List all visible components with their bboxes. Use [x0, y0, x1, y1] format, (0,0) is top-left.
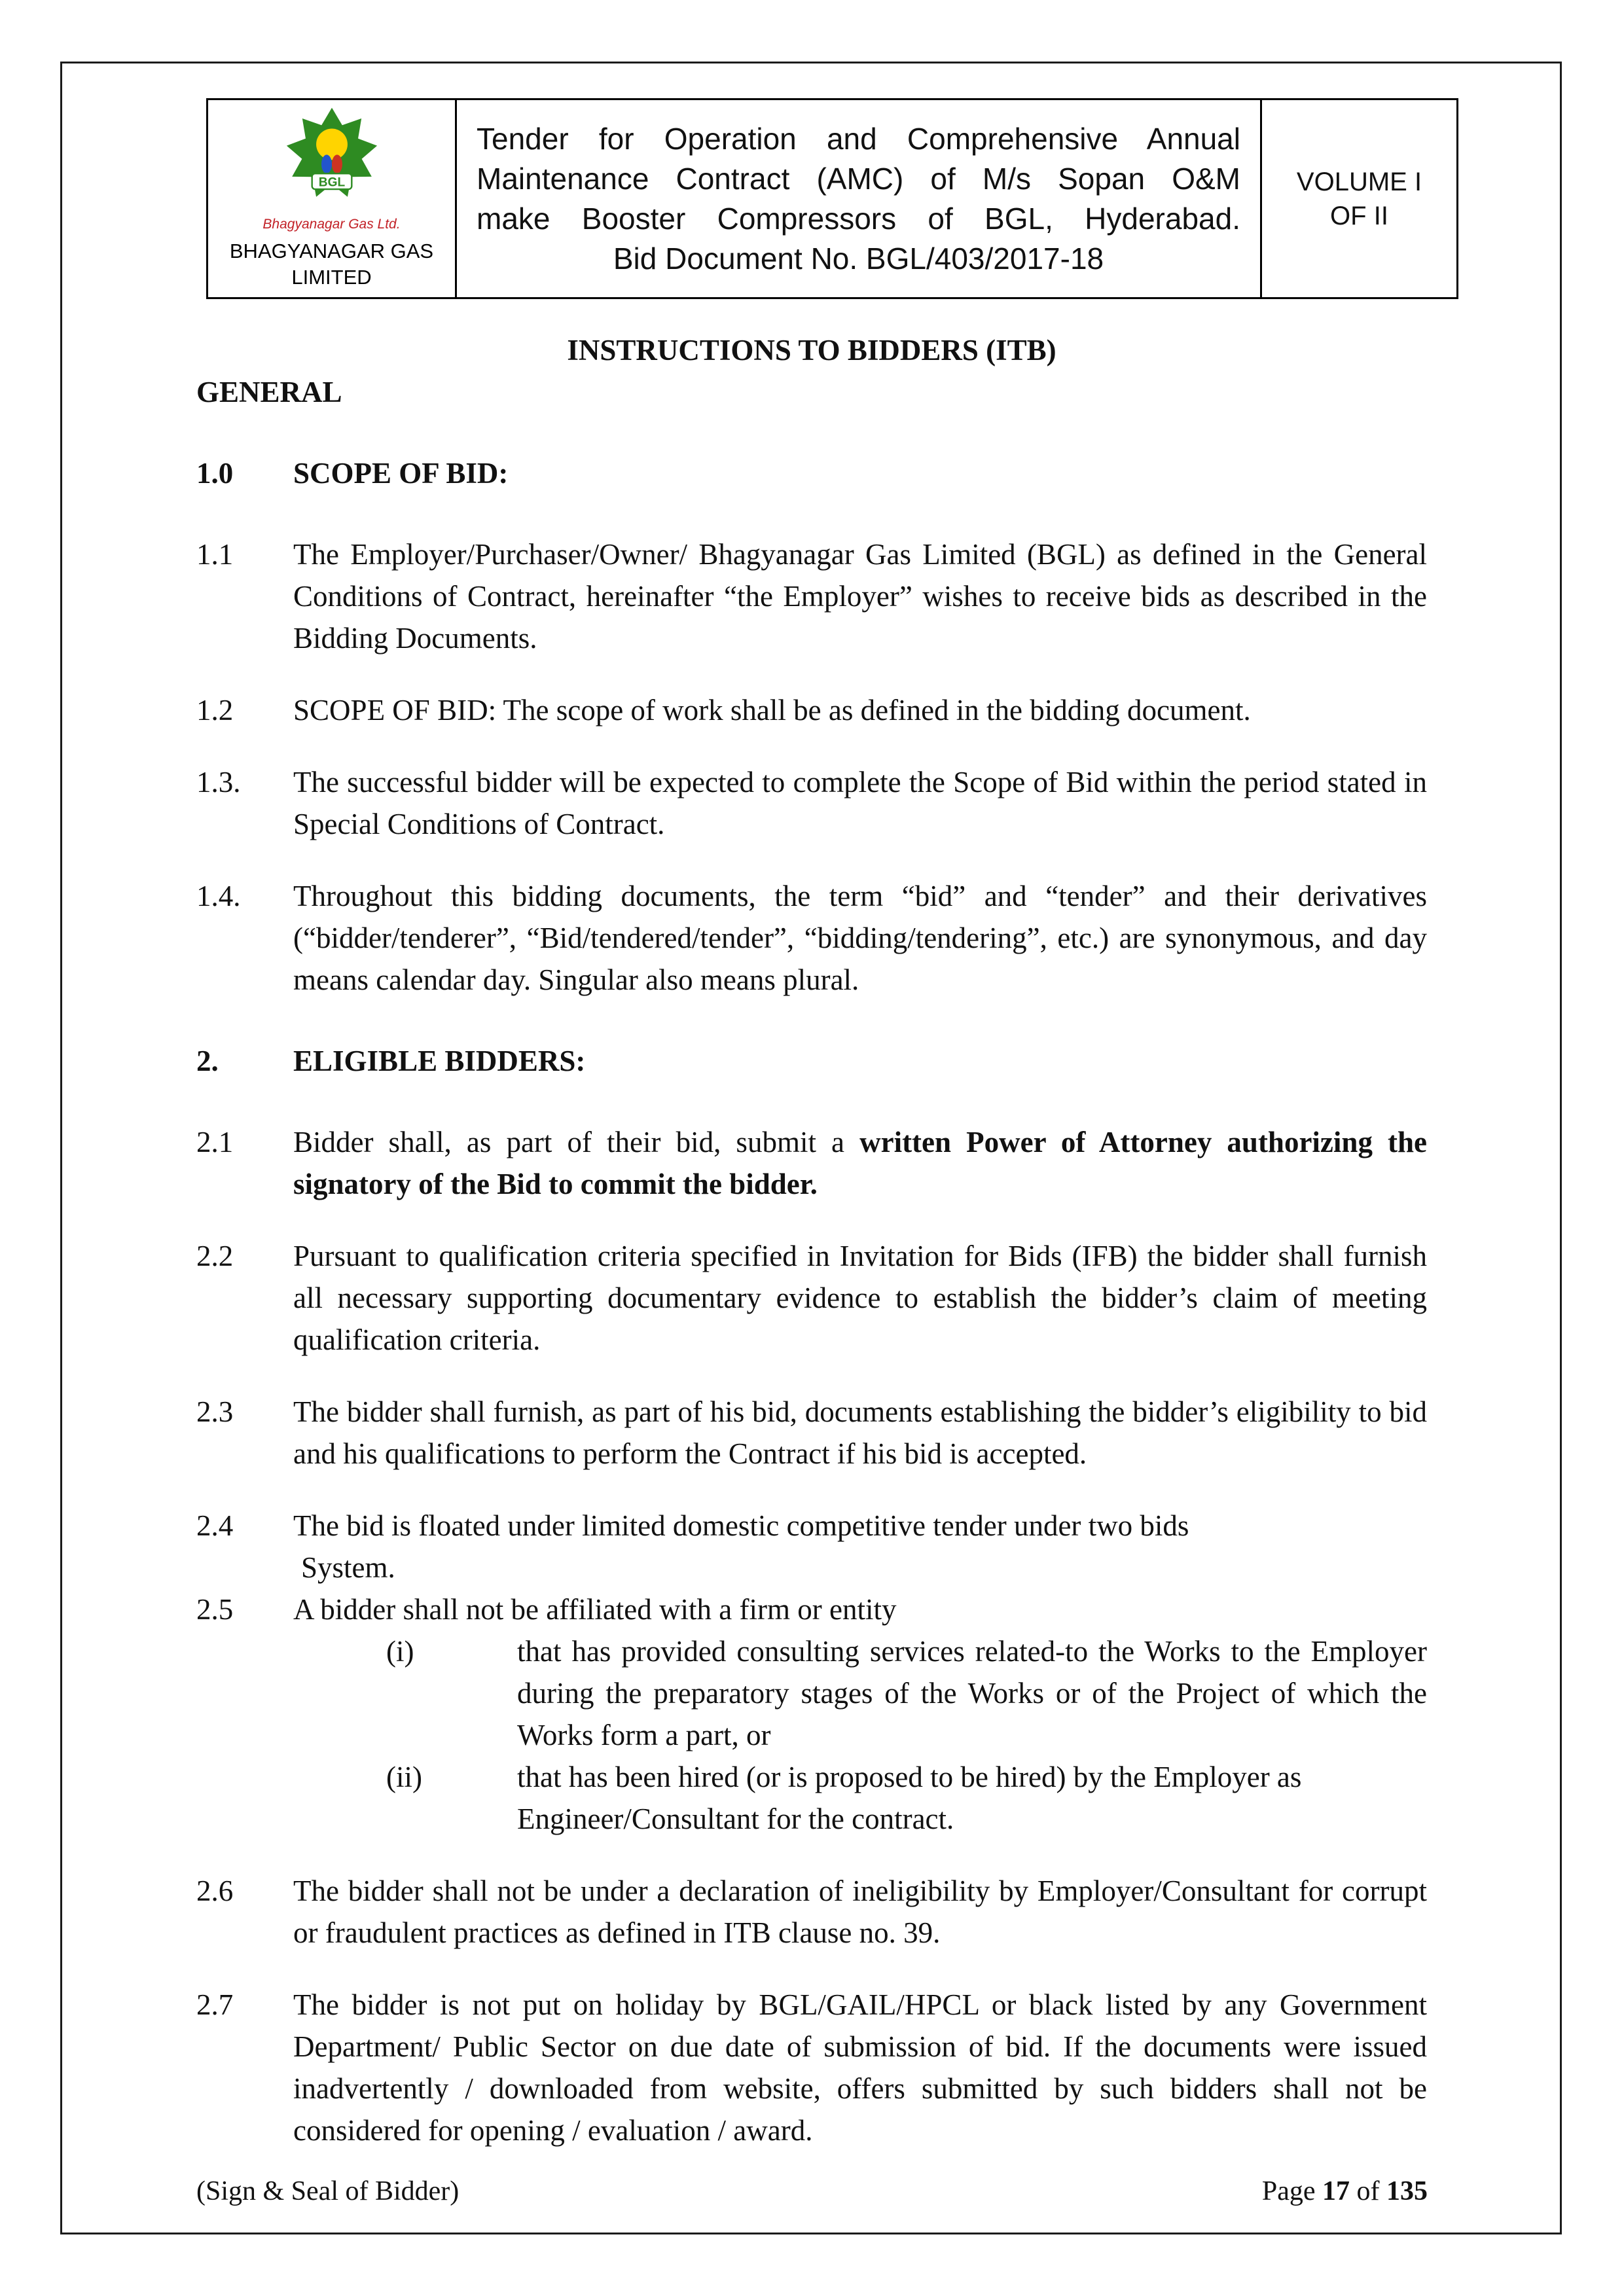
tender-title-line1: Tender for Operation and Comprehensive Annual	[477, 121, 1240, 156]
clause-number: 1.4.	[196, 880, 241, 912]
clause-2-3	[196, 1391, 1427, 1475]
header-table	[206, 98, 1458, 299]
header-logo-cell	[208, 99, 456, 298]
total-pages: 135	[1386, 2176, 1428, 2206]
clause-text-normal: Bidder shall, as part of their bid, submit a	[293, 1126, 860, 1158]
page-indicator	[1262, 2174, 1428, 2208]
volume-line2: OF II	[1330, 201, 1388, 230]
clause-text: A bidder shall not be affiliated with a firm or entity	[293, 1593, 897, 1626]
company-name-line1: BHAGYANAGAR GAS	[229, 240, 434, 262]
clause-number: 2.1	[196, 1126, 234, 1158]
page-word: Page	[1261, 2176, 1316, 2206]
clause-2-5	[196, 1588, 1427, 1630]
page-number: 17	[1322, 2176, 1350, 2206]
clause-text	[293, 1121, 1427, 1205]
subitem-label: (ii)	[386, 1761, 422, 1793]
clause-1-3	[196, 761, 1427, 845]
document-content	[196, 98, 1427, 2151]
clause-text: Pursuant to qualification criteria specified in Invitation for Bids (IFB) the bidder shall furnish all necessary supporting documentary evidence to establish the bidder’s claim of meeting qualification criteria.	[293, 1240, 1427, 1356]
subitem-text: that has provided consulting services related-to the Works to the Employer during the preparatory stages of the Works or of the Project of which the Works form a part, or	[517, 1635, 1427, 1751]
clause-2-5-subitem-ii	[386, 1756, 1427, 1840]
clause-text: The Employer/Purchaser/Owner/ Bhagyanagar Gas Limited (BGL) as defined in the General Conditions of Contract, hereinafter “the Employer” wishes to receive bids as described in the Bidding Documents.	[293, 538, 1427, 655]
header-title-cell	[456, 99, 1261, 298]
company-name	[212, 238, 451, 291]
clause-number: 2.3	[196, 1395, 234, 1428]
sign-seal-note: (Sign & Seal of Bidder)	[196, 2176, 460, 2206]
clause-text: The bidder shall furnish, as part of his bid, documents establishing the bidder’s eligibility to bid and his qualifications to perform the Contract if his bid is accepted.	[293, 1395, 1427, 1470]
header-volume-cell	[1261, 99, 1458, 298]
subitem-text: that has been hired (or is proposed to be hired) by the Employer as Engineer/Consultant for the contract.	[517, 1761, 1302, 1835]
clause-text: The bidder is not put on holiday by BGL/GAIL/HPCL or black listed by any Government Department/ Public Sector on due date of submission of bid. If the documents were issued inadvertently / downloaded from website, offers submitted by such bidders shall not be considered for opening / evaluation / award.	[293, 1988, 1427, 2147]
clause-1-4	[196, 875, 1427, 1001]
clause-1-1	[196, 533, 1427, 659]
clause-2	[196, 1040, 1427, 1082]
clause-number: 1.3.	[196, 766, 241, 798]
clause-text: ELIGIBLE BIDDERS:	[293, 1045, 586, 1077]
clause-text-line1: The bid is floated under limited domestic competitive tender under two bids	[293, 1509, 1189, 1542]
section-heading-general: GENERAL	[196, 376, 342, 408]
tender-title-line3: make Booster Compressors of BGL, Hyderabad.	[477, 201, 1240, 236]
clause-number: 2.4	[196, 1509, 234, 1542]
clause-1-2	[196, 689, 1427, 731]
page-footer	[196, 2174, 1428, 2208]
clause-number: 1.0	[196, 457, 234, 490]
clause-number: 2.	[196, 1045, 219, 1077]
volume-line1: VOLUME I	[1296, 167, 1422, 196]
company-name-line2: LIMITED	[291, 266, 372, 289]
clause-text: The bidder shall not be under a declaration of ineligibility by Employer/Consultant for corrupt or fraudulent practices as defined in ITB clause no. 39.	[293, 1874, 1427, 1949]
clause-2-7	[196, 1984, 1427, 2151]
logo-tagline: Bhagyanagar Gas Ltd.	[262, 217, 401, 232]
clause-text	[293, 1505, 1427, 1588]
clause-2-5-subitem-i	[386, 1630, 1427, 1756]
clause-text-bold: written Power of Attorney authorizing the signatory of the Bid to commit the bidder.	[293, 1126, 1428, 1200]
clause-number: 2.7	[196, 1988, 234, 2021]
clause-number: 2.5	[196, 1593, 234, 1626]
bgl-logo-icon	[280, 107, 384, 205]
clause-text: SCOPE OF BID:	[293, 457, 509, 490]
clause-2-1	[196, 1121, 1427, 1205]
of-word: of	[1356, 2176, 1380, 2206]
tender-title-line2: Maintenance Contract (AMC) of M/s Sopan O&M	[477, 161, 1240, 196]
clause-text: The successful bidder will be expected to complete the Scope of Bid within the period stated in Special Conditions of Contract.	[293, 766, 1427, 840]
clause-number: 1.2	[196, 694, 234, 726]
clause-2-6	[196, 1870, 1427, 1954]
bid-document-number: Bid Document No. BGL/403/2017-18	[613, 241, 1104, 276]
clause-2-2	[196, 1235, 1427, 1361]
subitem-label: (i)	[386, 1635, 414, 1668]
clause-text: Throughout this bidding documents, the term “bid” and “tender” and their derivatives (“bidder/tenderer”, “Bid/tendered/tender”, “bidding/tendering”, etc.) are synonymous, and day means calendar day. Singular also means plural.	[293, 880, 1427, 996]
clause-1-0	[196, 452, 1427, 494]
logo-monogram: BGL	[318, 175, 345, 190]
clause-number: 2.6	[196, 1874, 234, 1907]
page-title: INSTRUCTIONS TO BIDDERS (ITB)	[567, 334, 1056, 367]
clause-number: 2.2	[196, 1240, 234, 1272]
clause-text-line2: System.	[301, 1551, 395, 1584]
clause-number: 1.1	[196, 538, 234, 571]
clause-2-4	[196, 1505, 1427, 1588]
clause-text: SCOPE OF BID: The scope of work shall be as defined in the bidding document.	[293, 694, 1251, 726]
